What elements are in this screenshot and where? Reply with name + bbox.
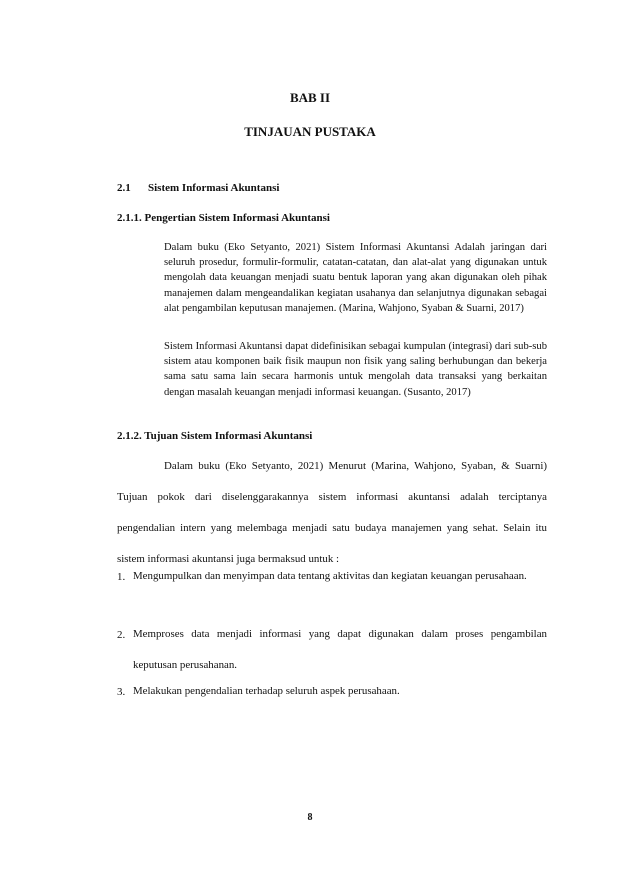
body-paragraph xyxy=(117,451,547,575)
body-paragraph-text: Dalam buku (Eko Setyanto, 2021) Menurut (Marina, Wahjono, Syaban, & Suarni) Tujuan pokok dari diselenggarakannya sistem informasi akuntansi adalah terciptanya pengendalian intern yang melembaga menjadi satu budaya manajemen yang sehat. Selain itu sistem informasi akuntansi juga bermaksud untuk : xyxy=(117,460,547,565)
list-item-text-1: Mengumpulkan dan menyimpan data tentang aktivitas dan kegiatan keuangan perusahaan. xyxy=(133,570,527,582)
chapter-label: BAB II xyxy=(289,90,331,105)
section-number: 2.1 xyxy=(117,182,131,194)
list-item-number-2: 2. xyxy=(117,629,126,641)
chapter-title: TINJAUAN PUSTAKA xyxy=(244,124,376,139)
list-item-number-1: 1. xyxy=(117,571,126,583)
page-number: 8 xyxy=(307,812,313,823)
list-item-text-2: Memproses data menjadi informasi yang dapat digunakan dalam proses pengambilan keputusan perusahanan. xyxy=(133,628,547,671)
section-title: Sistem Informasi Akuntansi xyxy=(148,182,280,194)
list-item-number-3: 3. xyxy=(117,686,126,698)
list-item-text-3: Melakukan pengendalian terhadap seluruh aspek perusahaan. xyxy=(133,685,400,697)
quote-paragraph-1: Dalam buku (Eko Setyanto, 2021) Sistem Informasi Akuntansi Adalah jaringan dari seluruh prosedur, formulir-formulir, catatan-catatan, dan alat-alat yang digunakan untuk mengolah data keuangan menjadi suatu bentuk laporan yang akan digunakan oleh pihak manajemen dalam mengeandalikan kegiatan usahanya dan selanjutnya digunakan sebagai alat pengambilan keputusan manajemen. (Marina, Wahjono, Syaban & Suarni, 2017) xyxy=(164,242,547,314)
subsection-heading-1: 2.1.1. Pengertian Sistem Informasi Akuntansi xyxy=(117,212,330,224)
subsection-heading-2: 2.1.2. Tujuan Sistem Informasi Akuntansi xyxy=(117,430,313,442)
quote-paragraph-2: Sistem Informasi Akuntansi dapat didefinisikan sebagai kumpulan (integrasi) dari sub-sub sistem atau komponen baik fisik maupun non fisik yang saling berhubungan dan bekerja sama satu sama lain secara harmonis untuk mengolah data transaksi yang berkaitan dengan masalah keuangan menjadi informasi keuangan. (Susanto, 2017) xyxy=(164,341,547,398)
